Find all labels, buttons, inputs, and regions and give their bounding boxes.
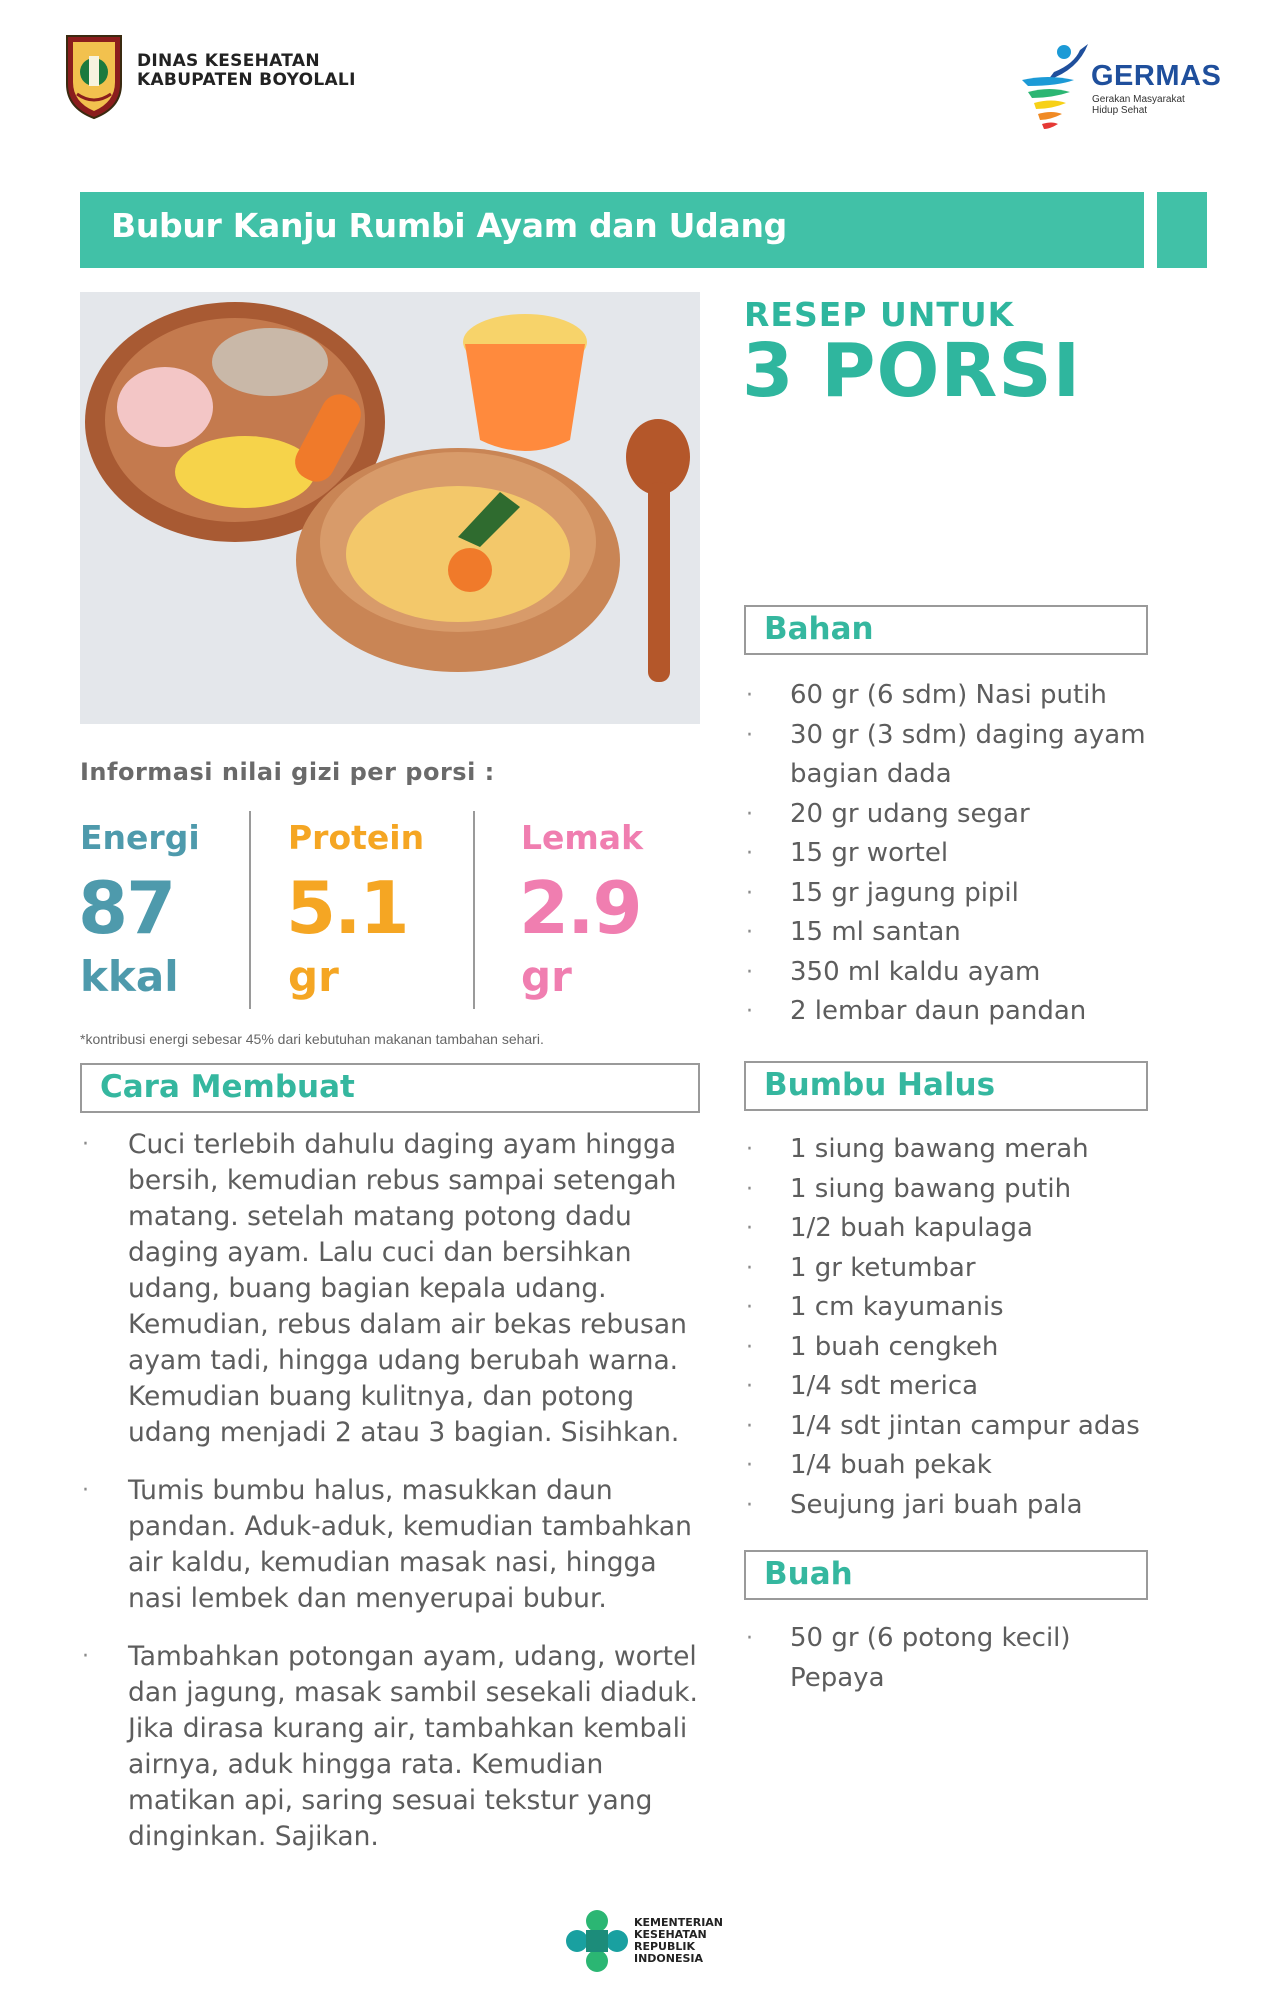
spices-title: Bumbu Halus	[764, 1067, 996, 1103]
method-step: · Tumis bumbu halus, masukkan daun pandan. Aduk-aduk, kemudian tambahkan air kaldu, kemudian masak nasi, hingga nasi lembek dan menyerupai bubur.	[80, 1473, 700, 1617]
ministry-line4: INDONESIA	[634, 1952, 704, 1965]
protein-unit: gr	[288, 952, 339, 1001]
ingredient-item: · 15 ml santan	[744, 913, 1184, 953]
agency-name-line1: DINAS KESEHATAN	[137, 51, 320, 71]
spices-heading-box	[744, 1061, 1148, 1111]
spice-item: · 1 gr ketumbar	[744, 1249, 1184, 1289]
fat-label: Lemak	[521, 818, 644, 857]
ingredients-heading-box	[744, 605, 1148, 655]
ingredient-item-continued: bagian dada	[790, 759, 952, 789]
spice-item: · 1/4 sdt jintan campur adas	[744, 1407, 1184, 1447]
method-step: · Tambahkan potongan ayam, udang, wortel dan jagung, masak sambil sesekali diaduk. Jika dirasa kurang air, tambahkan kembali airnya, aduk hingga rata. Kemudian matikan api, saring sesuai tekstur yang dinginkan. Sajikan.	[80, 1639, 700, 1855]
nutrition-title: Informasi nilai gizi per porsi :	[80, 758, 495, 786]
spice-item: · 1 cm kayumanis	[744, 1288, 1184, 1328]
nutrition-divider-1	[249, 811, 251, 1009]
fruit-list	[744, 1619, 1184, 1698]
germas-subtitle-line1: Gerakan Masyarakat	[1092, 94, 1185, 105]
servings-label: RESEP UNTUK	[744, 295, 1015, 334]
spice-item: · 1 siung bawang merah	[744, 1130, 1184, 1170]
dish-photo	[80, 292, 700, 724]
ministry-line2: KESEHATAN	[634, 1928, 707, 1941]
energy-label: Energi	[80, 818, 200, 857]
spice-item: · 1/2 buah kapulaga	[744, 1209, 1184, 1249]
spice-item: · 1 siung bawang putih	[744, 1170, 1184, 1210]
ingredient-item: · 15 gr wortel	[744, 834, 1184, 874]
germas-subtitle-line2: Hidup Sehat	[1092, 105, 1148, 116]
servings-value: 3 PORSI	[742, 328, 1082, 414]
title-band-accent	[1157, 192, 1207, 268]
energy-value: 87	[78, 866, 175, 950]
fruit-item-continued: Pepaya	[790, 1662, 885, 1693]
protein-label: Protein	[288, 818, 425, 857]
method-steps-list	[80, 1127, 700, 1877]
ingredient-item: · 350 ml kaldu ayam	[744, 953, 1184, 993]
method-title: Cara Membuat	[100, 1069, 355, 1105]
nutrition-divider-2	[473, 811, 475, 1009]
ingredients-list	[744, 676, 1184, 1032]
ministry-line3: REPUBLIK	[634, 1940, 695, 1953]
ingredient-item: · 15 gr jagung pipil	[744, 874, 1184, 914]
fruit-item: · 50 gr (6 potong kecil)	[744, 1619, 1184, 1659]
boyolali-crest-logo	[63, 32, 125, 120]
fruit-title: Buah	[764, 1556, 853, 1592]
fat-unit: gr	[521, 952, 572, 1001]
nutrition-footnote: *kontribusi energi sebesar 45% dari kebutuhan makanan tambahan sehari.	[80, 1031, 544, 1047]
germas-figure-icon	[1018, 40, 1098, 130]
ingredient-item: · 2 lembar daun pandan	[744, 992, 1184, 1032]
kemenkes-logo-icon	[564, 1908, 630, 1974]
spice-item: · 1/4 sdt merica	[744, 1367, 1184, 1407]
ingredient-item: · 60 gr (6 sdm) Nasi putih	[744, 676, 1184, 716]
energy-unit: kkal	[80, 952, 179, 1001]
germas-logo	[1018, 40, 1222, 130]
germas-title: GERMAS	[1091, 60, 1222, 92]
ingredients-title: Bahan	[764, 611, 874, 647]
ingredient-item: · 30 gr (3 sdm) daging ayam	[744, 716, 1184, 756]
protein-value: 5.1	[286, 866, 408, 950]
method-heading-box	[80, 1063, 700, 1113]
spice-item: · 1 buah cengkeh	[744, 1328, 1184, 1368]
fruit-heading-box	[744, 1550, 1148, 1600]
spice-item: · Seujung jari buah pala	[744, 1486, 1184, 1526]
spices-list	[744, 1130, 1184, 1525]
method-step: · Cuci terlebih dahulu daging ayam hingga bersih, kemudian rebus sampai setengah matang. setelah matang potong dadu daging ayam. Lalu cuci dan bersihkan udang, buang bagian kepala udang. Kemudian, rebus dalam air bekas rebusan ayam tadi, hingga udang berubah warna. Kemudian buang kulitnya, dan potong udang menjadi 2 atau 3 bagian. Sisihkan.	[80, 1127, 700, 1451]
dish-illustration	[80, 292, 700, 724]
ingredient-item: · 20 gr udang segar	[744, 795, 1184, 835]
recipe-title: Bubur Kanju Rumbi Ayam dan Udang	[111, 206, 787, 245]
fat-value: 2.9	[519, 866, 641, 950]
spice-item: · 1/4 buah pekak	[744, 1446, 1184, 1486]
ministry-line1: KEMENTERIAN	[634, 1916, 724, 1929]
agency-name-line2: KABUPATEN BOYOLALI	[137, 70, 356, 90]
